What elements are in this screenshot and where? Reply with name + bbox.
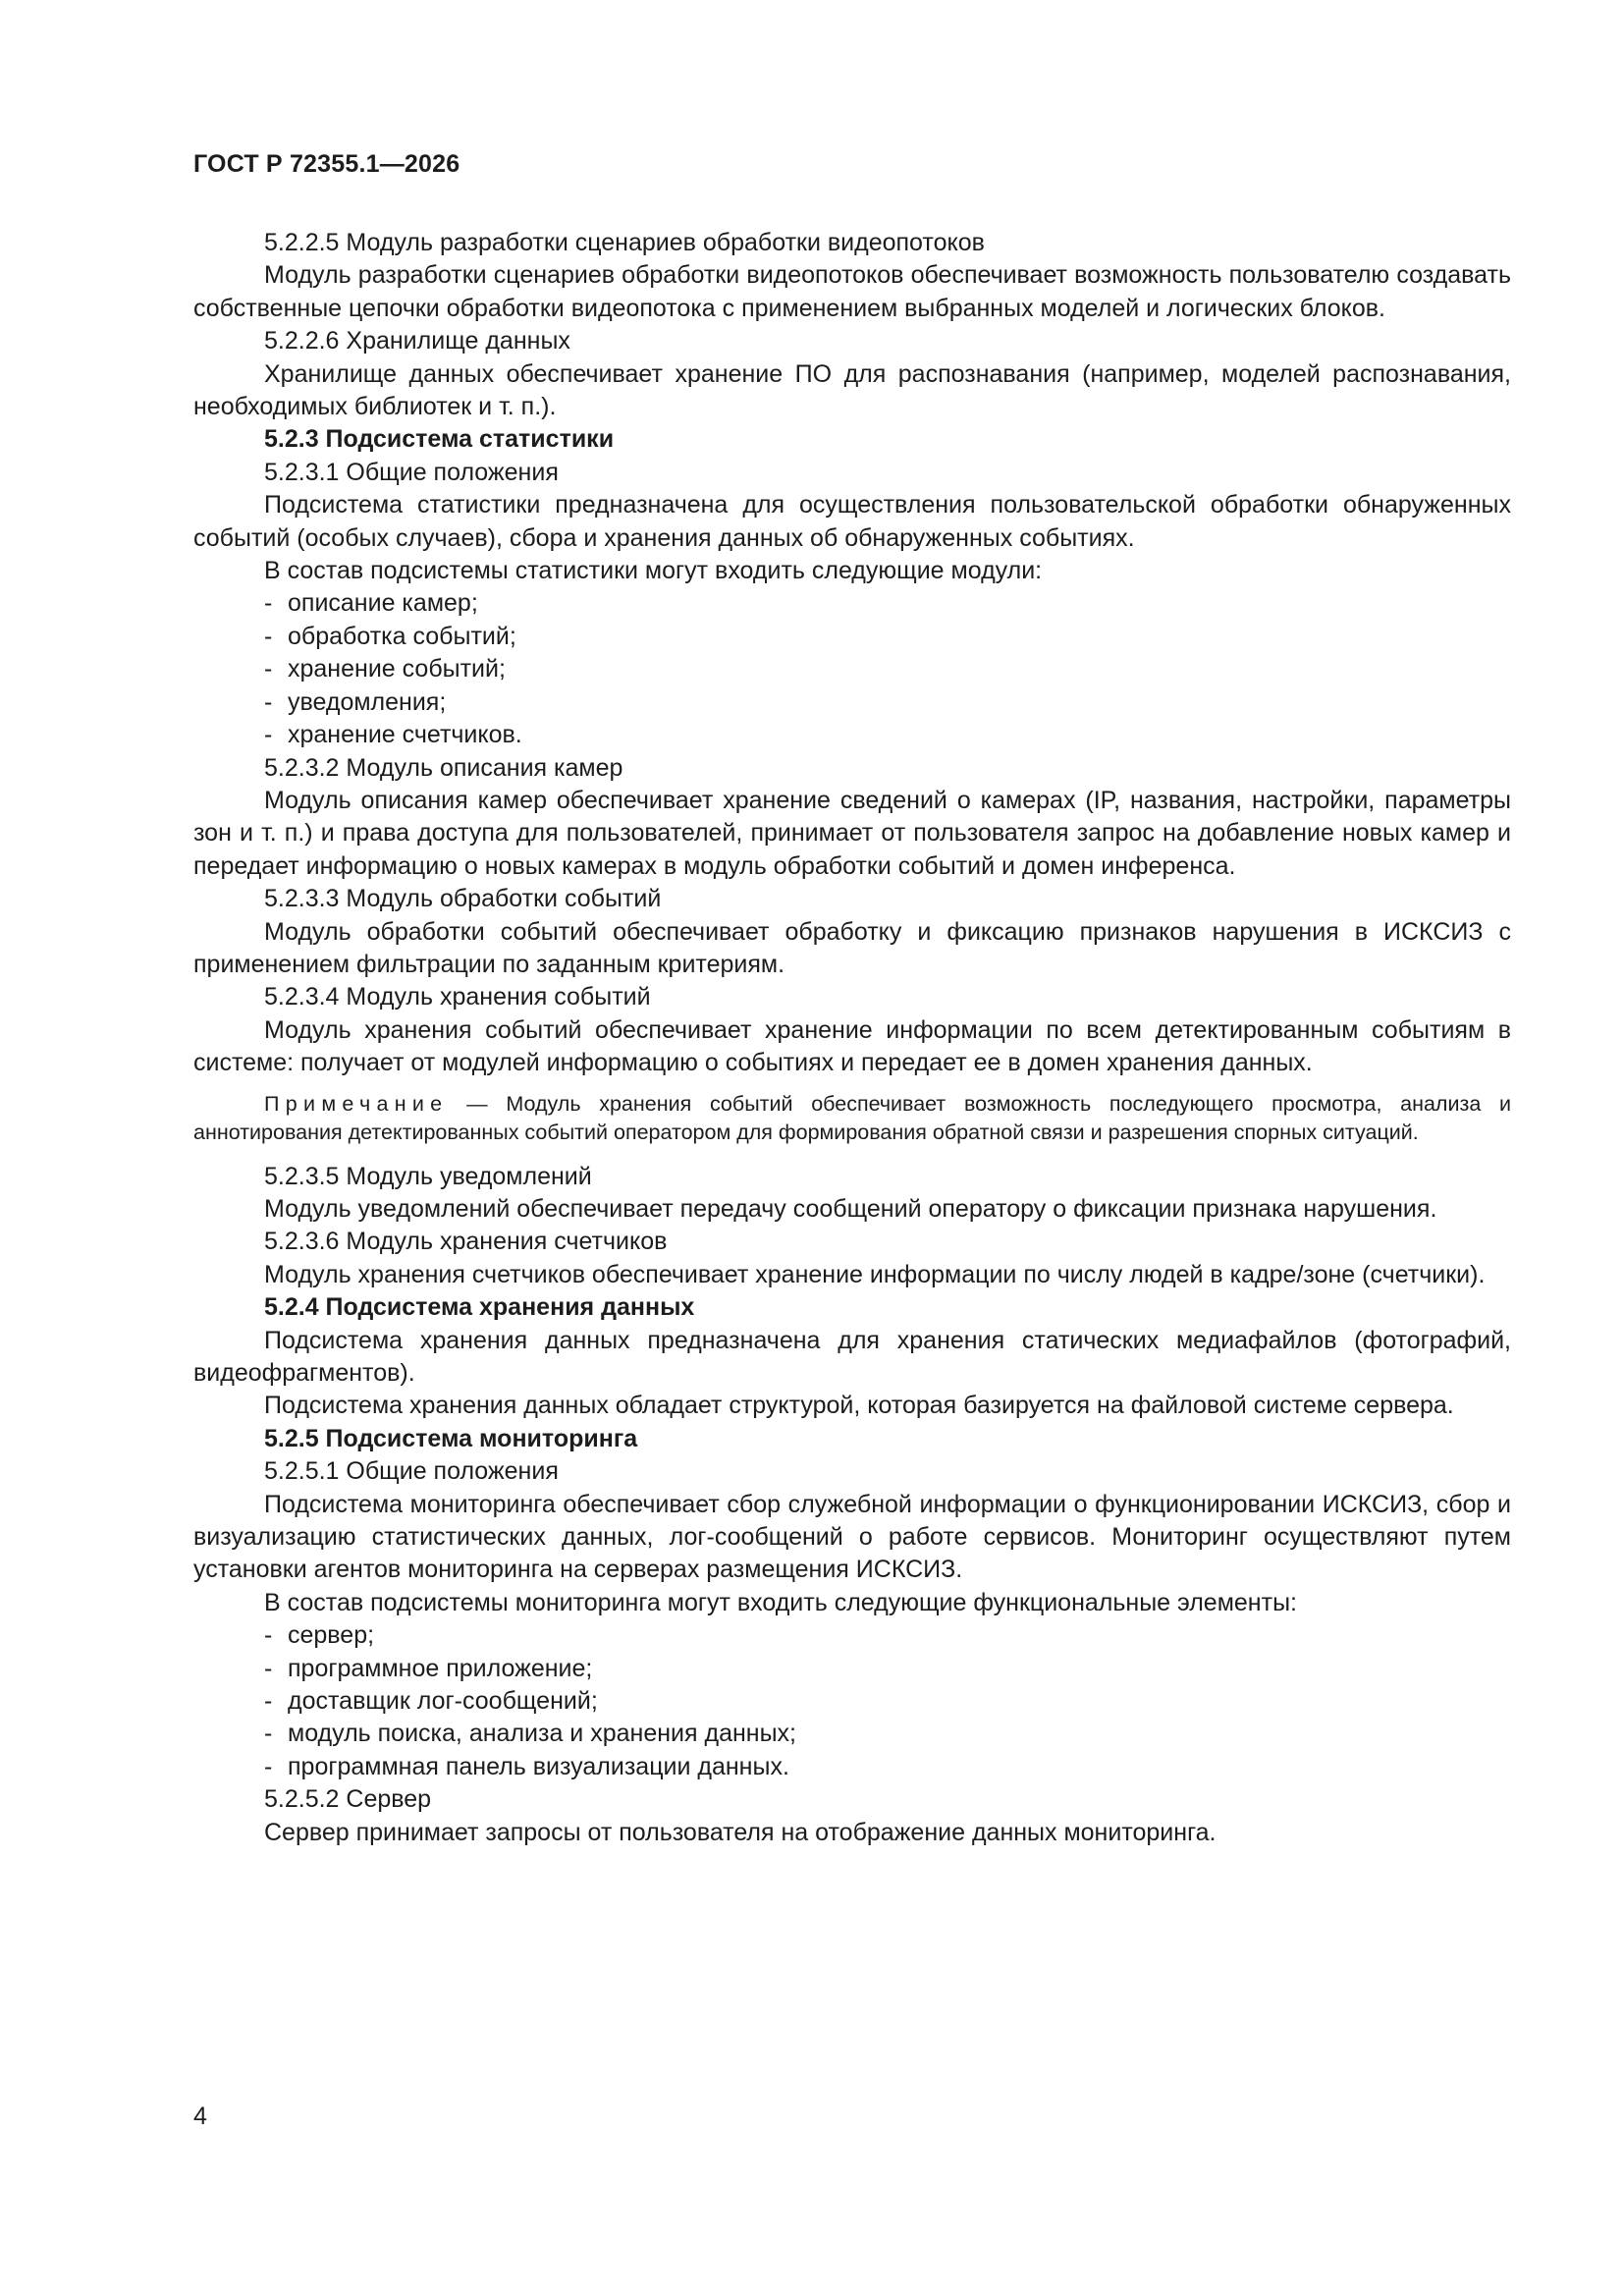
paragraph: Модуль описания камер обеспечивает хранение сведений о камерах (IP, названия, настройки, параметры зон и т. п.) и права доступа для пользователей, принимает от пользователя запрос на добавление новых камер и передает информацию о новых камерах в модуль обработки событий и домен инференса. <box>193 786 1511 880</box>
list-intro: В состав подсистемы статистики могут входить следующие модули: <box>264 557 1043 585</box>
list-marker: - <box>264 589 273 618</box>
list-marker: - <box>264 1752 273 1780</box>
list-item <box>193 587 1511 620</box>
list-marker: - <box>264 1720 273 1748</box>
subsection-heading: 5.2.4 Подсистема хранения данных <box>264 1293 695 1322</box>
note-label: Примечание <box>264 1091 449 1116</box>
list-item-text: описание камер; <box>288 589 478 618</box>
section-heading: 5.2.3.4 Модуль хранения событий <box>264 983 651 1011</box>
paragraph: Модуль хранения счетчиков обеспечивает хранение информации по числу людей в кадре/зоне (счетчики). <box>264 1260 1486 1288</box>
list-intro: В состав подсистемы мониторинга могут входить следующие функциональные элементы: <box>264 1588 1297 1616</box>
paragraph: Подсистема мониторинга обеспечивает сбор служебной информации о функционировании ИСКСИЗ, сбор и визуализацию статистических данных, лог-сообщений о работе сервисов. Мониторинг осуществляют путем установки агентов мониторинга на серверах размещения ИСКСИЗ. <box>193 1490 1511 1584</box>
list-item <box>193 1751 1511 1783</box>
list-item <box>193 719 1511 751</box>
paragraph: Модуль хранения событий обеспечивает хранение информации по всем детектированным событиям в системе: получает от модулей информацию о событиях и передает ее в домен хранения данных. <box>193 1015 1511 1077</box>
section-heading: 5.2.3.1 Общие положения <box>264 458 559 486</box>
subsection-heading: 5.2.3 Подсистема статистики <box>264 425 615 454</box>
section-heading: 5.2.5.1 Общие положения <box>264 1457 559 1486</box>
list-marker: - <box>264 687 273 716</box>
paragraph: Хранилище данных обеспечивает хранение ПО для распознавания (например, моделей распознавания, необходимых библиотек и т. п.). <box>193 359 1511 421</box>
section-heading: 5.2.3.6 Модуль хранения счетчиков <box>264 1228 668 1256</box>
paragraph: Подсистема статистики предназначена для осуществления пользовательской обработки обнаруженных событий (особых случаев), сбора и хранения данных об обнаруженных событиях. <box>193 491 1511 552</box>
paragraph: Модуль обработки событий обеспечивает обработку и фиксацию признаков нарушения в ИСКСИЗ с применением фильтрации по заданным критериям. <box>193 917 1511 978</box>
list-item <box>193 1653 1511 1685</box>
list-item-text: модуль поиска, анализа и хранения данных; <box>288 1720 797 1748</box>
list-item <box>193 1619 1511 1652</box>
list-item-text: хранение счетчиков. <box>288 721 522 749</box>
section-heading: 5.2.2.5 Модуль разработки сценариев обработки видеопотоков <box>264 229 985 256</box>
list-item-text: доставщик лог-сообщений; <box>288 1687 598 1716</box>
paragraph: Модуль разработки сценариев обработки видеопотоков обеспечивает возможность пользователю создавать собственные цепочки обработки видеопотока с применением выбранных моделей и логических блоков. <box>193 261 1511 322</box>
note-text: — Модуль хранения событий обеспечивает возможность последующего просмотра, анализа и аннотирования детектированных событий оператором для формирования обратной связи и разрешения спорных ситуаций. <box>193 1091 1511 1144</box>
paragraph: Подсистема хранения данных предназначена для хранения статических медиафайлов (фотографий, видеофрагментов). <box>193 1326 1511 1387</box>
elements-list <box>193 1619 1511 1783</box>
document-code-header: ГОСТ Р 72355.1—2026 <box>193 150 460 178</box>
subsection-heading: 5.2.5 Подсистема мониторинга <box>264 1424 638 1452</box>
paragraph: Сервер принимает запросы от пользователя на отображение данных мониторинга. <box>264 1818 1217 1846</box>
list-item <box>193 621 1511 653</box>
list-item-text: программная панель визуализации данных. <box>288 1752 789 1780</box>
list-marker: - <box>264 1687 273 1716</box>
list-marker: - <box>264 622 273 650</box>
note <box>193 1090 1511 1147</box>
page-number: 4 <box>193 2103 207 2130</box>
list-item-text: сервер; <box>288 1621 375 1650</box>
list-item-text: программное приложение; <box>288 1654 593 1682</box>
list-item-text: уведомления; <box>288 687 447 716</box>
section-heading: 5.2.3.5 Модуль уведомлений <box>264 1162 592 1190</box>
list-item <box>193 1718 1511 1750</box>
list-marker: - <box>264 655 273 683</box>
list-item <box>193 653 1511 685</box>
section-heading: 5.2.3.3 Модуль обработки событий <box>264 885 662 913</box>
section-heading: 5.2.2.6 Хранилище данных <box>264 327 570 355</box>
document-body <box>193 227 1511 1849</box>
list-marker: - <box>264 1654 273 1682</box>
section-heading: 5.2.5.2 Сервер <box>264 1785 432 1814</box>
paragraph: Подсистема хранения данных обладает структурой, которая базируется на файловой системе сервера. <box>264 1392 1454 1420</box>
list-item-text: обработка событий; <box>288 622 516 650</box>
modules-list <box>193 587 1511 751</box>
paragraph: Модуль уведомлений обеспечивает передачу сообщений оператору о фиксации признака нарушения. <box>264 1194 1437 1223</box>
list-marker: - <box>264 721 273 749</box>
list-item <box>193 686 1511 719</box>
list-item <box>193 1685 1511 1718</box>
list-item-text: хранение событий; <box>288 655 506 683</box>
list-marker: - <box>264 1621 273 1650</box>
section-heading: 5.2.3.2 Модуль описания камер <box>264 753 623 782</box>
